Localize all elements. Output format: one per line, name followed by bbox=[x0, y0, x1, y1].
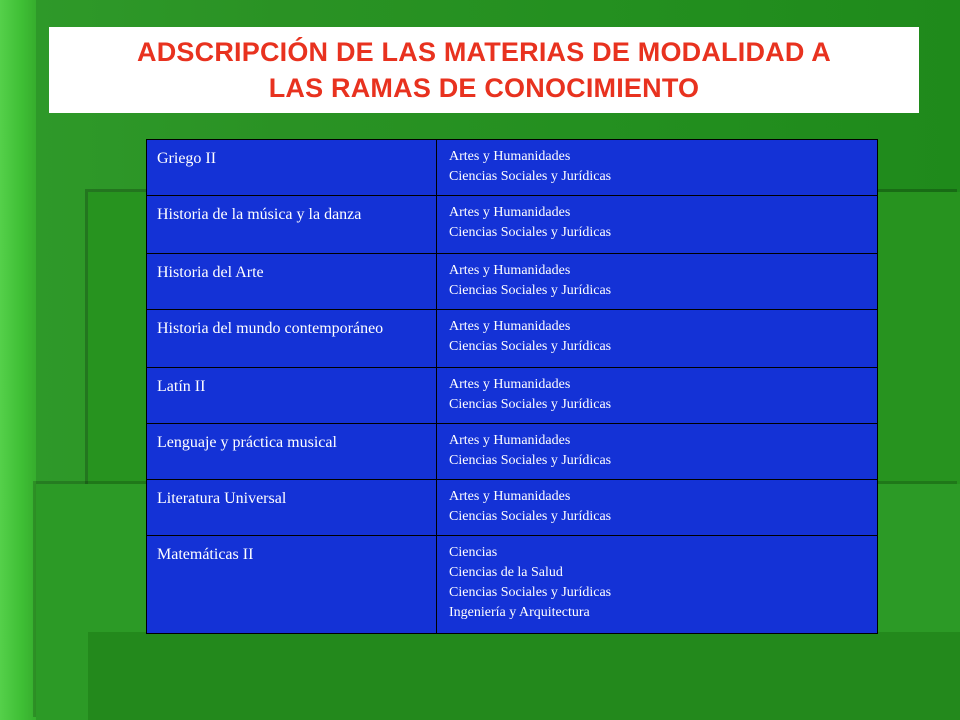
subject-cell: Historia de la música y la danza bbox=[147, 196, 437, 254]
branch-item: Artes y Humanidades bbox=[449, 433, 571, 448]
branches-cell bbox=[437, 196, 878, 254]
table-row bbox=[147, 196, 878, 254]
branches-cell bbox=[437, 368, 878, 424]
branch-item: Ciencias Sociales y Jurídicas bbox=[449, 283, 612, 298]
slide-title bbox=[137, 34, 831, 106]
branch-item: Artes y Humanidades bbox=[449, 319, 571, 334]
table-row bbox=[147, 140, 878, 196]
subject-cell: Griego II bbox=[147, 140, 437, 196]
table-row bbox=[147, 480, 878, 536]
branches-cell bbox=[437, 140, 878, 196]
branch-item: Ciencias Sociales y Jurídicas bbox=[449, 169, 612, 184]
branch-item: Ciencias Sociales y Jurídicas bbox=[449, 397, 612, 412]
branches-cell bbox=[437, 310, 878, 368]
subject-cell: Lenguaje y práctica musical bbox=[147, 424, 437, 480]
branch-item: Ciencias Sociales y Jurídicas bbox=[449, 339, 612, 354]
branch-item: Ingeniería y Arquitectura bbox=[449, 605, 590, 620]
subject-cell: Historia del Arte bbox=[147, 254, 437, 310]
branch-item: Ciencias bbox=[449, 545, 498, 560]
subject-cell: Matemáticas II bbox=[147, 536, 437, 634]
branches-cell bbox=[437, 480, 878, 536]
branch-item: Ciencias Sociales y Jurídicas bbox=[449, 509, 612, 524]
branch-item: Ciencias de la Salud bbox=[449, 565, 563, 580]
subjects-table bbox=[146, 139, 878, 634]
branch-item: Artes y Humanidades bbox=[449, 263, 571, 278]
table-row bbox=[147, 310, 878, 368]
subject-cell: Literatura Universal bbox=[147, 480, 437, 536]
branches-cell bbox=[437, 254, 878, 310]
branch-item: Ciencias Sociales y Jurídicas bbox=[449, 453, 612, 468]
subject-cell: Latín II bbox=[147, 368, 437, 424]
branch-item: Ciencias Sociales y Jurídicas bbox=[449, 585, 612, 600]
branch-item: Artes y Humanidades bbox=[449, 377, 571, 392]
title-box bbox=[49, 27, 919, 113]
table-row bbox=[147, 254, 878, 310]
branches-cell bbox=[437, 536, 878, 634]
table-row bbox=[147, 424, 878, 480]
slide-title-line-2: LAS RAMAS DE CONOCIMIENTO bbox=[268, 73, 700, 103]
subject-cell: Historia del mundo contemporáneo bbox=[147, 310, 437, 368]
table-row bbox=[147, 536, 878, 634]
branch-item: Artes y Humanidades bbox=[449, 149, 571, 164]
branch-item: Artes y Humanidades bbox=[449, 489, 571, 504]
table-row bbox=[147, 368, 878, 424]
slide-title-line-1: ADSCRIPCIÓN DE LAS MATERIAS DE MODALIDAD A bbox=[137, 37, 831, 67]
background-light-stripe bbox=[0, 0, 36, 720]
background-panel-bottom bbox=[88, 632, 960, 720]
branches-cell bbox=[437, 424, 878, 480]
branch-item: Ciencias Sociales y Jurídicas bbox=[449, 225, 612, 240]
branch-item: Artes y Humanidades bbox=[449, 205, 571, 220]
